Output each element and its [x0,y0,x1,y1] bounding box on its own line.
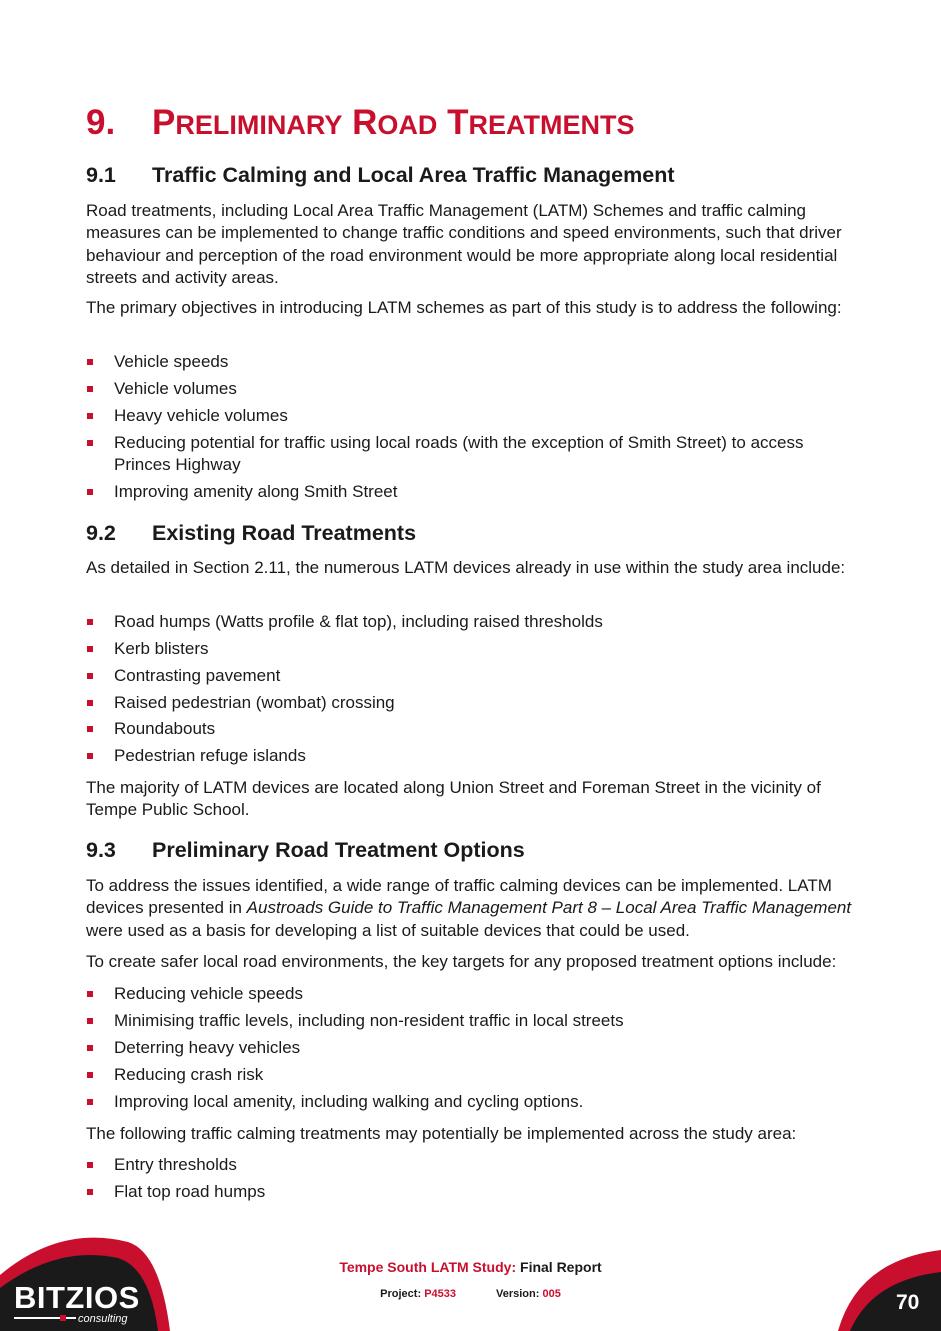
bullet-square-icon [87,726,93,732]
section-heading-9-2: 9.2 Existing Road Treatments [86,521,417,545]
bullet-square-icon [87,413,93,419]
paragraph: Road treatments, including Local Area Traffic Management (LATM) Schemes and traffic calming measures can be implemented to change traffic conditions and speed environments, such that driver behaviour and perception of the road environment would be more appropriate along local residential streets and activity areas. [86,201,842,287]
chapter-number: 9. [86,103,116,142]
paragraph: The primary objectives in introducing LATM schemes as part of this study is to address the following: [86,298,842,317]
company-logo: BITZIOS [14,1280,140,1315]
list-item: Reducing crash risk [86,1064,861,1086]
section-heading-9-1: 9.1 Traffic Calming and Local Area Traffic Management [86,163,675,187]
list-item: Road humps (Watts profile & flat top), including raised thresholds [86,611,861,633]
list-item: Reducing potential for traffic using local roads (with the exception of Smith Street) to access Princes Highway [86,432,861,477]
bullet-square-icon [87,700,93,706]
list-item: Vehicle volumes [86,378,861,400]
footer-report-title: Tempe South LATM Study: Final Report [339,1259,602,1275]
list-item: Improving local amenity, including walking and cycling options. [86,1091,861,1113]
paragraph: To address the issues identified, a wide range of traffic calming devices can be implemented. LATM devices presented in Austroads Guide to Traffic Management Part 8 – Local Area Traffic Management were used as a basis for developing a list of suitable devices that could be used. [86,876,852,940]
section-heading-9-3: 9.3 Preliminary Road Treatment Options [86,838,525,862]
publication-title: Austroads Guide to Traffic Management Part 8 – Local Area Traffic Management [246,898,852,918]
bullet-square-icon [87,1099,93,1105]
paragraph: The majority of LATM devices are located along Union Street and Foreman Street in the vicinity of Tempe Public School. [86,778,821,820]
list-item: Vehicle speeds [86,351,861,373]
bullet-square-icon [87,1072,93,1078]
bullet-square-icon [87,991,93,997]
list-item: Roundabouts [86,718,861,740]
bullet-square-icon [87,1018,93,1024]
bullet-square-icon [87,646,93,652]
list-item: Raised pedestrian (wombat) crossing [86,692,861,714]
paragraph: As detailed in Section 2.11, the numerous LATM devices already in use within the study area include: [86,558,846,577]
bullet-square-icon [87,673,93,679]
list-item: Improving amenity along Smith Street [86,481,861,503]
paragraph: The following traffic calming treatments may potentially be implemented across the study area: [86,1124,797,1143]
bullet-square-icon [87,1189,93,1195]
bullet-square-icon [87,440,93,446]
bullet-square-icon [87,619,93,625]
list-item: Heavy vehicle volumes [86,405,861,427]
list-item: Minimising traffic levels, including non-resident traffic in local streets [86,1010,861,1032]
list-item: Flat top road humps [86,1181,861,1203]
list-item: Kerb blisters [86,638,861,660]
bullet-square-icon [87,1162,93,1168]
company-logo-subtitle: consulting [78,1313,128,1325]
bullet-square-icon [87,1045,93,1051]
list-item: Contrasting pavement [86,665,861,687]
list-item: Pedestrian refuge islands [86,745,861,767]
list-item: Entry thresholds [86,1154,861,1176]
footer-project-meta: Project: P4533 Version: 005 [380,1288,561,1300]
bullet-square-icon [87,386,93,392]
bullet-square-icon [87,359,93,365]
page-number: 70 [896,1291,920,1314]
bullet-square-icon [87,753,93,759]
list-item: Deterring heavy vehicles [86,1037,861,1059]
list-item: Reducing vehicle speeds [86,983,861,1005]
paragraph: To create safer local road environments, the key targets for any proposed treatment options include: [86,952,837,971]
bullet-square-icon [87,489,93,495]
chapter-heading: 9. PRELIMINARY ROAD TREATMENTS [86,103,635,142]
